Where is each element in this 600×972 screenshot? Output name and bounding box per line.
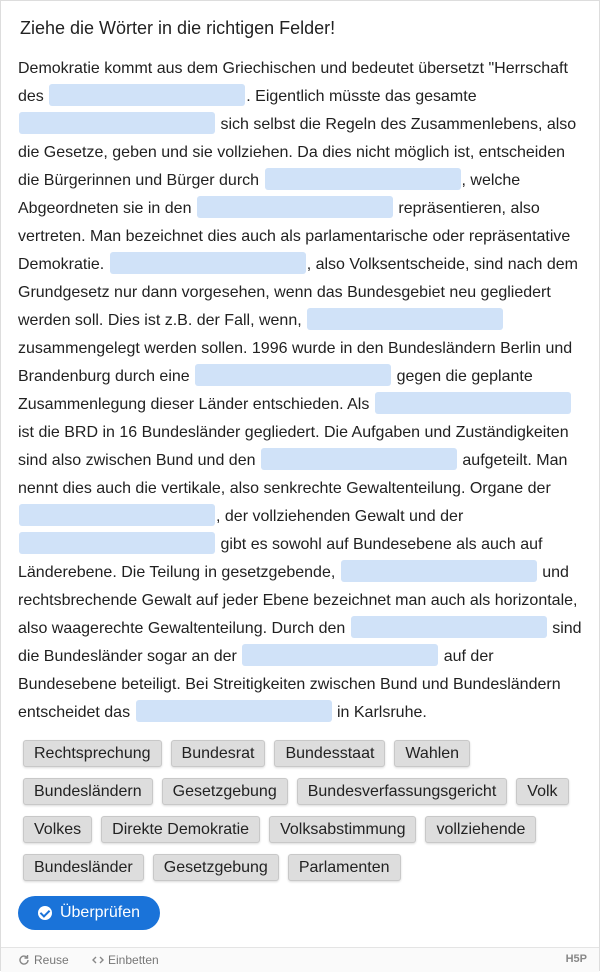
text-segment: auf der Bundesebene beteiligt. Bei Streitigkeiten zwischen Bund und Bundesländern entscheidet das [18, 648, 561, 721]
draggable-word[interactable]: Bundesrat [171, 740, 266, 767]
check-button[interactable] [18, 896, 160, 930]
check-circle-icon [38, 906, 52, 920]
drop-zone-1[interactable] [49, 84, 245, 106]
footer-bar [1, 947, 599, 972]
text-segment: Demokratie kommt aus dem Griechischen und bedeutet übersetzt "Herrschaft des [18, 60, 568, 105]
code-icon [92, 954, 104, 966]
text-segment: , also Volksentscheide, sind nach dem Grundgesetz nur dann vorgesehen, wenn das Bundesgebiet neu gegliedert werden soll. Dies ist z.B. der Fall, wenn, [18, 256, 578, 329]
drop-zone-6[interactable] [307, 308, 503, 330]
cloze-text [18, 55, 588, 727]
drop-zone-10[interactable] [19, 504, 215, 526]
draggable-word[interactable]: Bundesländern [23, 778, 153, 805]
h5p-logo: H5P [565, 953, 587, 965]
draggable-word[interactable]: Volkes [23, 816, 92, 843]
drop-zone-12[interactable] [341, 560, 537, 582]
drop-zone-14[interactable] [242, 644, 438, 666]
draggable-word[interactable]: Gesetzgebung [153, 854, 279, 881]
drop-zone-7[interactable] [195, 364, 391, 386]
draggable-word[interactable]: Gesetzgebung [162, 778, 288, 805]
text-segment: und rechtsbrechende Gewalt auf jeder Ebene bezeichnet man auch als horizontale, also waagerechte Gewaltenteilung. Durch den [18, 564, 578, 637]
draggable-word[interactable]: Rechtsprechung [23, 740, 162, 767]
task-title: Ziehe die Wörter in die richtigen Felder! [20, 18, 336, 38]
draggable-word[interactable]: vollziehende [425, 816, 536, 843]
text-segment: in Karlsruhe. [336, 704, 427, 721]
text-segment: sich selbst die Regeln des Zusammenlebens, also die Gesetze, geben und sie vollziehen. Da dies nicht möglich ist, entscheiden die Bürgerinnen und Bürger durch [18, 116, 577, 189]
word-row [23, 816, 583, 843]
drop-zone-4[interactable] [197, 196, 393, 218]
text-segment: aufgeteilt. Man nennt dies auch die vertikale, also senkrechte Gewaltenteilung. Organe der [18, 452, 568, 497]
draggable-word[interactable]: Bundesverfassungsgericht [297, 778, 508, 805]
drop-zone-11[interactable] [19, 532, 215, 554]
drop-zone-9[interactable] [261, 448, 457, 470]
text-segment: . Eigentlich müsste das gesamte [246, 88, 477, 105]
text-segment: zusammengelegt werden sollen. 1996 wurde in den Bundesländern Berlin und Brandenburg durch eine [18, 340, 573, 385]
word-row [23, 740, 583, 767]
text-segment: sind die Bundesländer sogar an der [18, 620, 582, 665]
drop-zone-3[interactable] [265, 168, 461, 190]
drop-zone-13[interactable] [351, 616, 547, 638]
text-segment: gibt es sowohl auf Bundesebene als auch auf Länderebene. Die Teilung in gesetzgebende, [18, 536, 543, 581]
draggable-word[interactable]: Volk [516, 778, 568, 805]
check-button-label: Überprüfen [59, 904, 141, 921]
embed-button[interactable] [92, 953, 159, 967]
text-segment: ist die BRD in 16 Bundesländer gegliedert. Die Aufgaben und Zuständigkeiten sind also zwischen Bund und den [18, 424, 569, 469]
reuse-icon [18, 954, 30, 966]
draggable-word[interactable]: Bundesländer [23, 854, 144, 881]
word-row [23, 854, 583, 881]
drop-zone-15[interactable] [136, 700, 332, 722]
reuse-button[interactable] [18, 953, 69, 967]
draggable-word[interactable]: Parlamenten [288, 854, 401, 881]
drop-zone-2[interactable] [19, 112, 215, 134]
text-segment: gegen die geplante Zusammenlegung dieser Länder entschieden. Als [18, 368, 533, 413]
text-segment: , der vollziehenden Gewalt und der [216, 508, 464, 525]
text-segment: , welche Abgeordneten sie in den [18, 172, 521, 217]
draggable-word[interactable]: Volksabstimmung [269, 816, 416, 843]
draggable-word[interactable]: Direkte Demokratie [101, 816, 260, 843]
draggable-word[interactable]: Wahlen [394, 740, 470, 767]
word-row [23, 778, 583, 805]
reuse-label: Reuse [34, 953, 69, 967]
embed-label: Einbetten [108, 953, 159, 967]
draggable-word[interactable]: Bundesstaat [274, 740, 385, 767]
word-pool [23, 740, 583, 892]
drop-zone-8[interactable] [375, 392, 571, 414]
drop-zone-5[interactable] [110, 252, 306, 274]
text-segment: repräsentieren, also vertreten. Man bezeichnet dies auch als parlamentarische oder repräsentative Demokratie. [18, 200, 571, 273]
